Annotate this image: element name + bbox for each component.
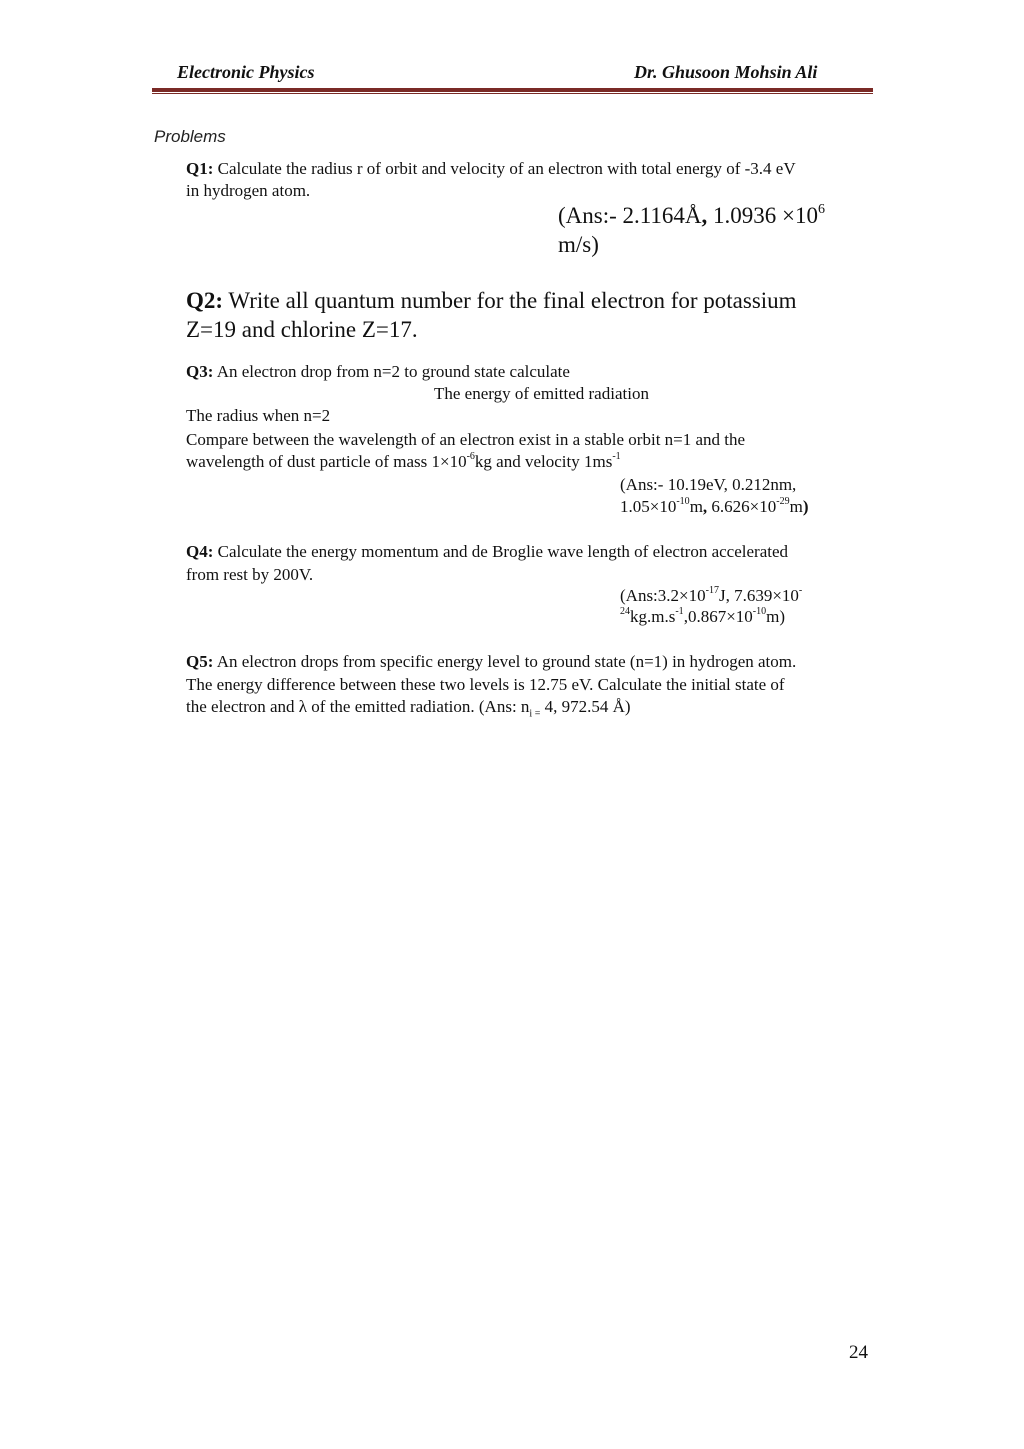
q4-line2: from rest by 200V. xyxy=(186,565,314,584)
q2-line2: Z=19 and chlorine Z=17. xyxy=(186,317,418,342)
q3-ans2b: m xyxy=(689,497,703,516)
q3-line5-exp2: -1 xyxy=(612,451,621,463)
q4-ans1b: J, 7.639×10 xyxy=(718,586,799,605)
q4-label: Q4: xyxy=(186,542,214,561)
q4-line1 xyxy=(186,541,788,563)
q3-answer-line2 xyxy=(620,496,809,518)
q4-ans2-exp2: -10 xyxy=(752,606,767,618)
q5-text1: An electron drops from specific energy level to ground state (n=1) in hydrogen atom. xyxy=(216,652,797,671)
q3-line5 xyxy=(186,451,621,473)
q5-label: Q5: xyxy=(186,652,214,671)
header-rule-thick xyxy=(152,88,873,92)
q3-line5a: wavelength of dust particle of mass 1×10 xyxy=(186,452,467,471)
q2-text1: Write all quantum number for the final electron for potassium xyxy=(228,288,797,313)
q4-ans1-exp2: - xyxy=(798,585,803,597)
q5-line3a: the electron and λ of the emitted radiation. (Ans: n xyxy=(186,697,530,716)
q3-line1 xyxy=(186,361,570,383)
q3-text1: An electron drop from n=2 to ground state calculate xyxy=(216,362,570,381)
q3-ans2c: 6.626×10 xyxy=(707,497,777,516)
q1-answer-line2: m/s) xyxy=(558,232,599,257)
q3-line5b: kg and velocity 1ms xyxy=(474,452,613,471)
q4-ans2c: m) xyxy=(766,607,786,626)
q2-label: Q2: xyxy=(186,288,224,313)
q1-ans-a: (Ans:- 2.1164Å xyxy=(558,203,702,228)
q1-text1: Calculate the radius r of orbit and velocity of an electron with total energy of -3.4 eV xyxy=(217,159,796,178)
q3-line2: The energy of emitted radiation xyxy=(434,384,649,403)
q4-ans2b: ,0.867×10 xyxy=(683,607,753,626)
q1-line2: in hydrogen atom. xyxy=(186,181,311,200)
q4-ans2-exp0: 24 xyxy=(620,606,630,618)
q5-line3b: 4, 972.54 Å) xyxy=(540,697,631,716)
q3-line5-exp1: -6 xyxy=(466,451,475,463)
q3-ans2-exp1: -10 xyxy=(676,496,690,508)
q1-ans-exp: 6 xyxy=(818,202,826,218)
q3-answer-line1: (Ans:- 10.19eV, 0.212nm, xyxy=(620,475,797,494)
q1-ans-b: 1.0936 ×10 xyxy=(707,203,819,228)
q1-answer-line1 xyxy=(558,201,825,231)
q3-label: Q3: xyxy=(186,362,214,381)
q3-ans2-paren: ) xyxy=(802,497,809,516)
q3-ans2-exp2: -29 xyxy=(776,496,790,508)
q3-ans2-comma: , xyxy=(702,497,708,516)
q1-ans-comma: , xyxy=(701,203,708,228)
q4-answer-line2 xyxy=(620,606,785,628)
q3-line4: Compare between the wavelength of an electron exist in a stable orbit n=1 and the xyxy=(186,430,746,449)
q5-line2: The energy difference between these two levels is 12.75 eV. Calculate the initial state of xyxy=(186,675,785,694)
q4-ans1a: (Ans:3.2×10 xyxy=(620,586,706,605)
q1-line1 xyxy=(186,158,796,180)
q4-ans1-exp1: -17 xyxy=(705,585,719,597)
q3-line3: The radius when n=2 xyxy=(186,406,331,425)
q3-ans2a: 1.05×10 xyxy=(620,497,677,516)
q4-ans2a: kg.m.s xyxy=(630,607,676,626)
q5-line3-sub: i = xyxy=(529,708,541,720)
section-title: Problems xyxy=(154,127,226,146)
q4-ans2-exp1: -1 xyxy=(675,606,684,618)
q2-line1 xyxy=(186,286,797,316)
header-author: Dr. Ghusoon Mohsin Ali xyxy=(634,62,818,82)
q5-line3 xyxy=(186,696,631,718)
header-course-title: Electronic Physics xyxy=(177,62,315,82)
page-number: 24 xyxy=(849,1342,868,1363)
q5-line1 xyxy=(186,651,796,673)
q1-label: Q1: xyxy=(186,159,214,178)
q4-text1: Calculate the energy momentum and de Broglie wave length of electron accelerated xyxy=(217,542,789,561)
q4-answer-line1 xyxy=(620,585,802,607)
header-rule-thin xyxy=(152,93,873,94)
q3-ans2d: m xyxy=(789,497,803,516)
